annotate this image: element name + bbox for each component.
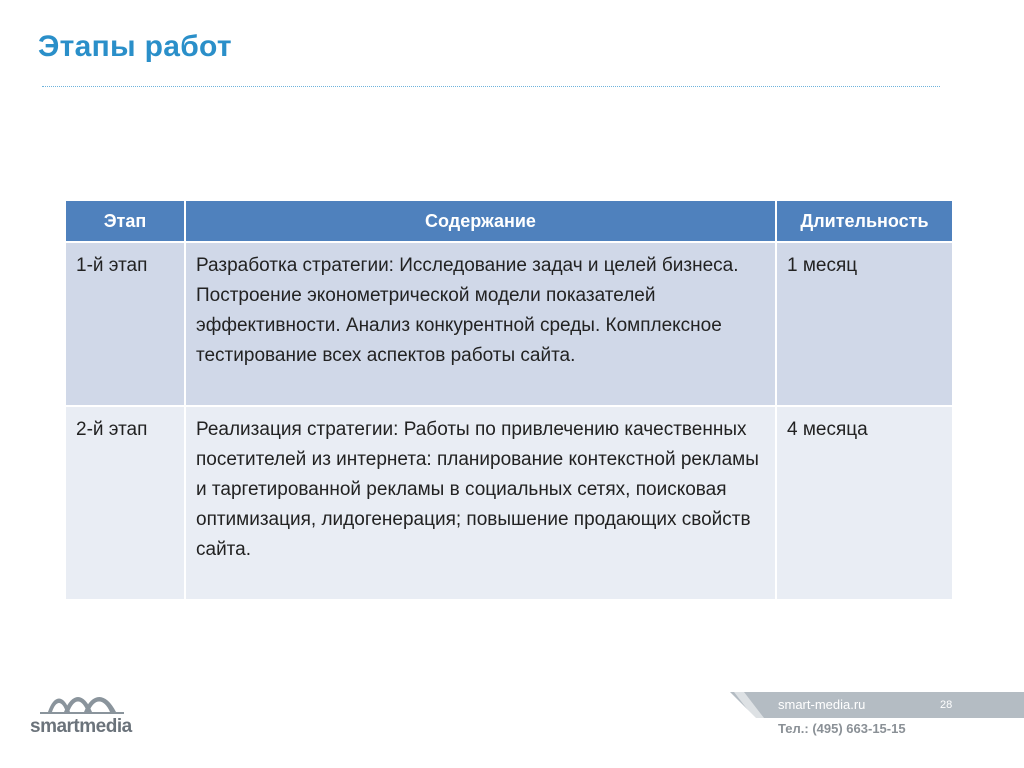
table-header-row bbox=[65, 200, 953, 242]
header-stage: Этап bbox=[65, 200, 185, 242]
footer-site-link[interactable]: smart-media.ru bbox=[778, 697, 866, 712]
stage-cell: 1-й этап bbox=[65, 242, 185, 406]
duration-cell: 4 месяца bbox=[776, 406, 953, 600]
footer-band bbox=[730, 692, 1024, 718]
header-duration: Длительность bbox=[776, 200, 953, 242]
content-cell: Разработка стратегии: Исследование задач и целей бизнеса. Построение эконометрической модели показателей эффективности. Анализ конкурентной среды. Комплексное тестирование всех аспектов работы сайта. bbox=[185, 242, 776, 406]
table-row bbox=[65, 406, 953, 600]
content-cell: Реализация стратегии: Работы по привлечению качественных посетителей из интернета: планирование контекстной рекламы и таргетированной рекламы в социальных сетях, поисковая оптимизация, лидогенерация; повышение продающих свойств сайта. bbox=[185, 406, 776, 600]
header-content: Содержание bbox=[185, 200, 776, 242]
stages-table bbox=[64, 199, 954, 601]
table-row bbox=[65, 242, 953, 406]
slide-title: Этапы работ bbox=[38, 30, 232, 63]
title-divider bbox=[42, 86, 940, 87]
duration-cell: 1 месяц bbox=[776, 242, 953, 406]
logo-text: smartmedia bbox=[30, 716, 132, 737]
stage-cell: 2-й этап bbox=[65, 406, 185, 600]
footer-phone: Тел.: (495) 663-15-15 bbox=[778, 721, 906, 736]
page-number: 28 bbox=[940, 699, 953, 711]
